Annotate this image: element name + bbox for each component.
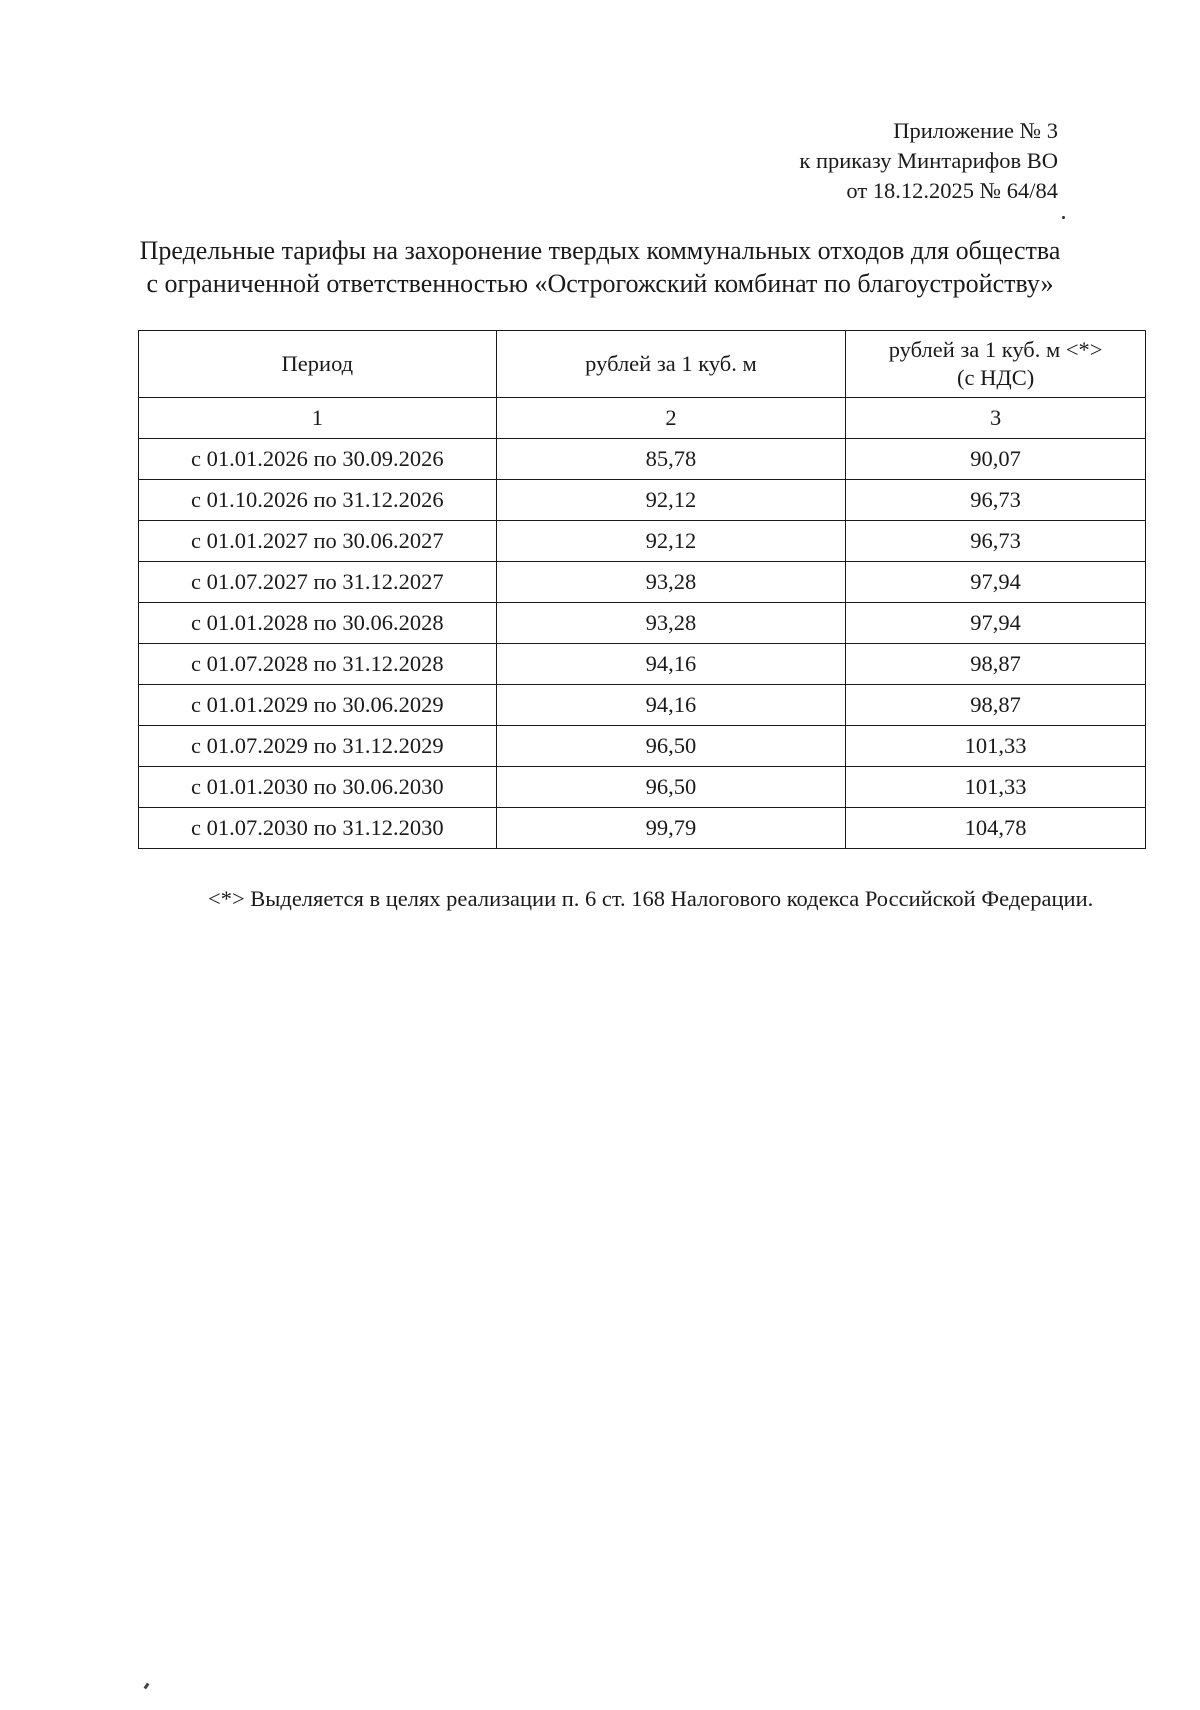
cell-period: с 01.01.2030 по 30.06.2030 bbox=[139, 767, 497, 808]
header-price: рублей за 1 куб. м bbox=[496, 331, 846, 398]
footnote: <*> Выделяется в целях реализации п. 6 ст. 168 Налогового кодекса Российской Федерации. bbox=[208, 886, 1094, 911]
cell-price-vat: 90,07 bbox=[846, 439, 1146, 480]
cell-price-vat: 101,33 bbox=[846, 726, 1146, 767]
cell-price-vat: 96,73 bbox=[846, 480, 1146, 521]
cell-price: 94,16 bbox=[496, 685, 846, 726]
cell-price-vat: 97,94 bbox=[846, 562, 1146, 603]
cell-period: с 01.07.2028 по 31.12.2028 bbox=[139, 644, 497, 685]
column-number-2: 2 bbox=[496, 398, 846, 439]
scan-mark bbox=[144, 1683, 150, 1690]
cell-period: с 01.07.2027 по 31.12.2027 bbox=[139, 562, 497, 603]
cell-price: 92,12 bbox=[496, 521, 846, 562]
document-title bbox=[120, 234, 1080, 300]
cell-period: с 01.07.2029 по 31.12.2029 bbox=[139, 726, 497, 767]
cell-period: с 01.01.2027 по 30.06.2027 bbox=[139, 521, 497, 562]
appendix-order-date: от 18.12.2025 № 64/84 bbox=[846, 178, 1058, 203]
table-row bbox=[139, 644, 1146, 685]
cell-price: 85,78 bbox=[496, 439, 846, 480]
column-number-row bbox=[139, 398, 1146, 439]
column-number-3: 3 bbox=[846, 398, 1146, 439]
cell-price: 92,12 bbox=[496, 480, 846, 521]
table-row bbox=[139, 521, 1146, 562]
table-row bbox=[139, 603, 1146, 644]
header-price-vat bbox=[846, 331, 1146, 398]
table-row bbox=[139, 726, 1146, 767]
cell-price-vat: 98,87 bbox=[846, 644, 1146, 685]
scan-dot bbox=[1062, 216, 1065, 219]
table-row bbox=[139, 480, 1146, 521]
tariff-table bbox=[138, 330, 1146, 849]
cell-period: с 01.01.2029 по 30.06.2029 bbox=[139, 685, 497, 726]
cell-price: 99,79 bbox=[496, 808, 846, 849]
header-price-vat-line2: (с НДС) bbox=[957, 365, 1035, 390]
cell-price: 94,16 bbox=[496, 644, 846, 685]
cell-price-vat: 98,87 bbox=[846, 685, 1146, 726]
table-row bbox=[139, 439, 1146, 480]
cell-period: с 01.01.2028 по 30.06.2028 bbox=[139, 603, 497, 644]
table-header-row bbox=[139, 331, 1146, 398]
cell-price: 96,50 bbox=[496, 767, 846, 808]
table-row bbox=[139, 767, 1146, 808]
table-row bbox=[139, 685, 1146, 726]
cell-price-vat: 97,94 bbox=[846, 603, 1146, 644]
cell-price: 93,28 bbox=[496, 603, 846, 644]
table-row bbox=[139, 562, 1146, 603]
header-price-vat-line1: рублей за 1 куб. м <*> bbox=[888, 337, 1103, 362]
title-line-1: Предельные тарифы на захоронение твердых коммунальных отходов для общества bbox=[139, 236, 1061, 265]
appendix-order-ref: к приказу Минтарифов ВО bbox=[799, 148, 1058, 173]
cell-period: с 01.10.2026 по 31.12.2026 bbox=[139, 480, 497, 521]
cell-price: 93,28 bbox=[496, 562, 846, 603]
appendix-header bbox=[799, 116, 1058, 206]
table-row bbox=[139, 808, 1146, 849]
column-number-1: 1 bbox=[139, 398, 497, 439]
cell-period: с 01.07.2030 по 31.12.2030 bbox=[139, 808, 497, 849]
appendix-number: Приложение № 3 bbox=[893, 118, 1058, 143]
cell-price-vat: 104,78 bbox=[846, 808, 1146, 849]
title-line-2: с ограниченной ответственностью «Острогожский комбинат по благоустройству» bbox=[146, 269, 1054, 298]
cell-price: 96,50 bbox=[496, 726, 846, 767]
cell-price-vat: 96,73 bbox=[846, 521, 1146, 562]
cell-period: с 01.01.2026 по 30.09.2026 bbox=[139, 439, 497, 480]
cell-price-vat: 101,33 bbox=[846, 767, 1146, 808]
header-period: Период bbox=[139, 331, 497, 398]
